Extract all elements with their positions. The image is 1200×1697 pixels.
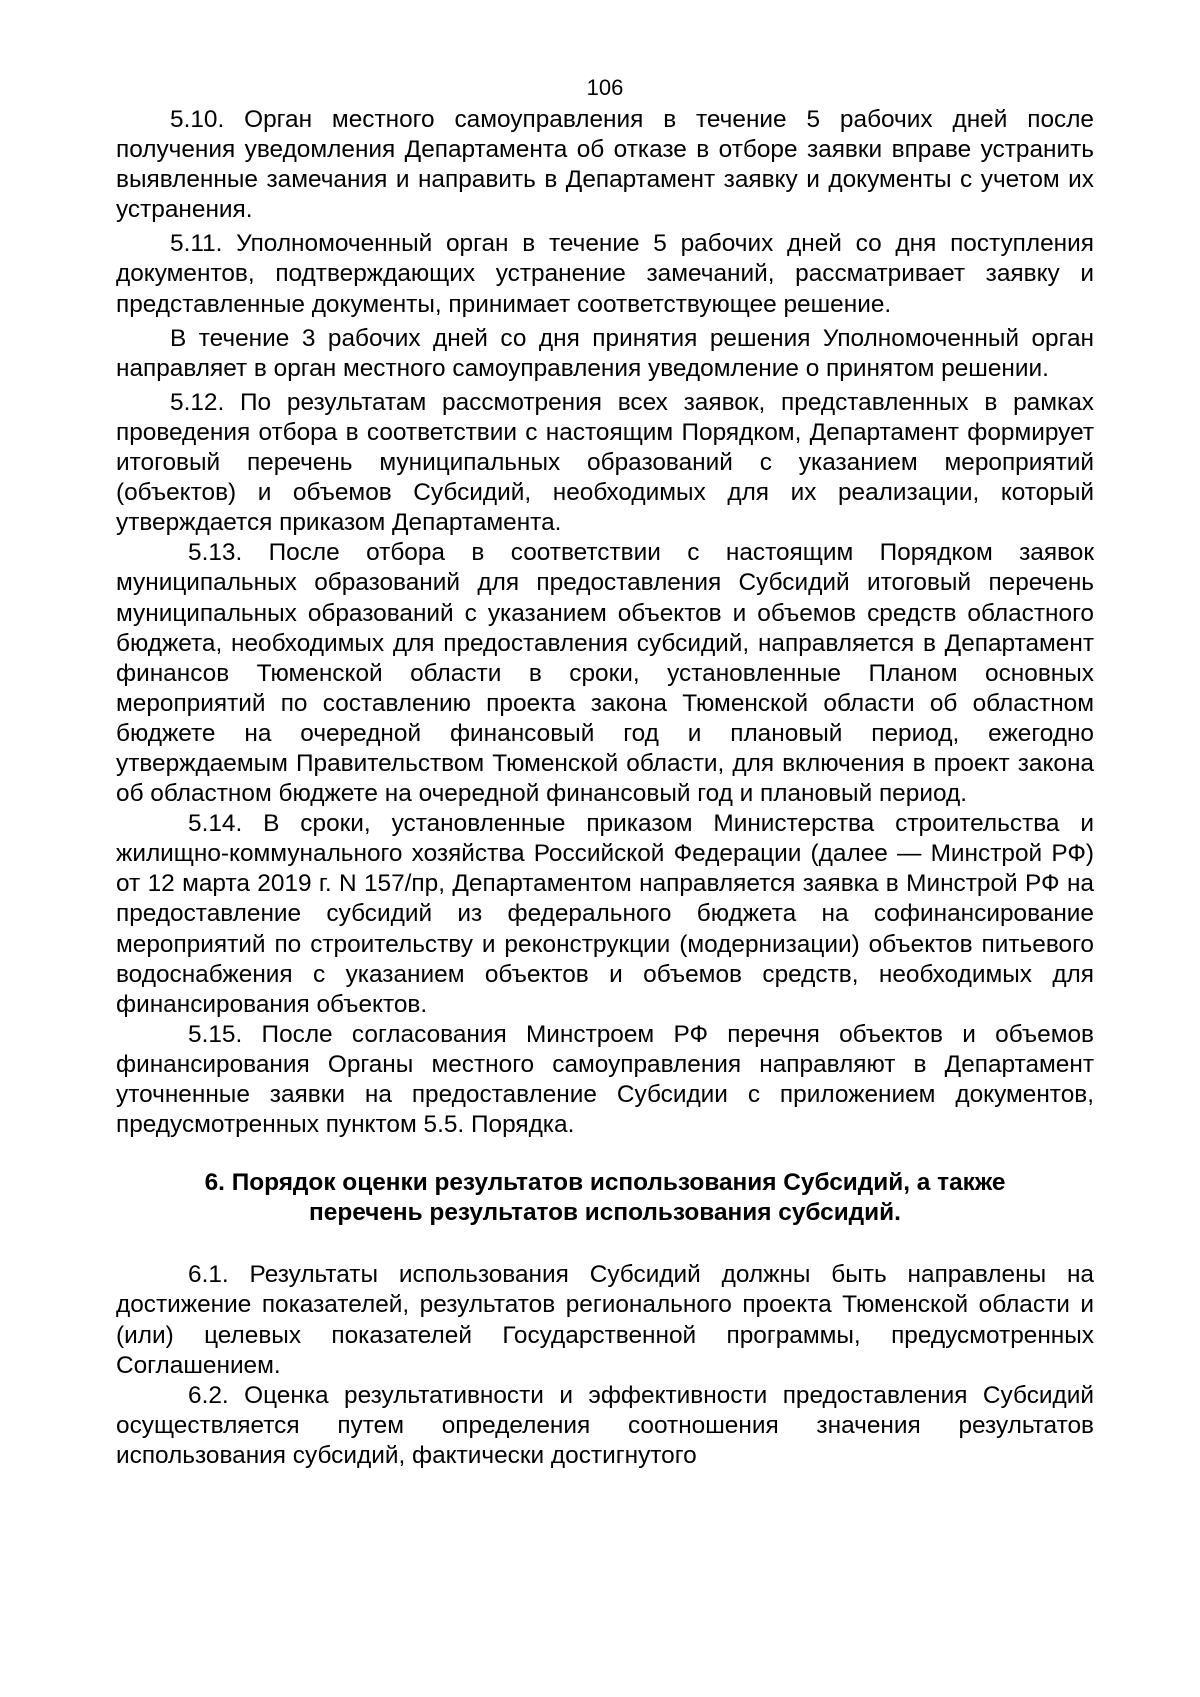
section-6-heading-line-2: перечень результатов использования субсидий. bbox=[309, 1199, 901, 1227]
paragraph-5-15: 5.15. После согласования Минстроем РФ перечня объектов и объемов финансирования Органы местного самоуправления направляют в Департамент уточненные заявки на предоставление Субсидии с приложением документов, предусмотренных пунктом 5.5. Порядка. bbox=[116, 1020, 1094, 1139]
paragraph-6-1: 6.1. Результаты использования Субсидий должны быть направлены на достижение показателей, результатов регионального проекта Тюменской области и (или) целевых показателей Государственной программы, предусмотренных Соглашением. bbox=[116, 1261, 1094, 1379]
paragraph-6-2: 6.2. Оценка результативности и эффективности предоставления Субсидий осуществляется путем определения соотношения значения результатов использования субсидий, фактически достигнутого bbox=[116, 1381, 1094, 1469]
section-6-heading bbox=[116, 1168, 1094, 1228]
paragraph-5-13: 5.13. После отбора в соответствии с настоящим Порядком заявок муниципальных образований для предоставления Субсидий итоговый перечень муниципальных образований с указанием объектов и объемов средств областного бюджета, необходимых для предоставления субсидий, направляется в Департамент финансов Тюменской области в сроки, установленные Планом основных мероприятий по составлению проекта закона Тюменской области об областном бюджете на очередной финансовый год и плановый период, ежегодно утверждаемым Правительством Тюменской области, для включения в проект закона об областном бюджете на очередной финансовый год и плановый период. bbox=[116, 539, 1094, 808]
paragraph-5-10: 5.10. Орган местного самоуправления в течение 5 рабочих дней после получения уведомления Департамента об отказе в отборе заявки вправе устранить выявленные замечания и направить в Департамент заявку и документы с учетом их устранения. bbox=[116, 106, 1094, 224]
section-6-heading-line-1: 6. Порядок оценки результатов использования Субсидий, а также bbox=[204, 1169, 1006, 1197]
page-number: 106 bbox=[586, 75, 624, 100]
paragraph-decision-notice: В течение 3 рабочих дней со дня принятия решения Уполномоченный орган направляет в орган местного самоуправления уведомление о принятом решении. bbox=[116, 324, 1094, 382]
document-page bbox=[116, 74, 1094, 1471]
paragraph-5-14: 5.14. В сроки, установленные приказом Министерства строительства и жилищно-коммунального хозяйства Российской Федерации (далее — Минстрой РФ) от 12 марта 2019 г. N 157/пр, Департаментом направляется заявка в Минстрой РФ на предоставление субсидий из федерального бюджета на софинансирование мероприятий по строительству и реконструкции (модернизации) объектов питьевого водоснабжения с указанием объектов и объемов средств, необходимых для финансирования объектов. bbox=[116, 810, 1094, 1018]
paragraph-5-12: 5.12. По результатам рассмотрения всех заявок, представленных в рамках проведения отбора в соответствии с настоящим Порядком, Департамент формирует итоговый перечень муниципальных образований с указанием мероприятий (объектов) и объемов Субсидий, необходимых для их реализации, который утверждается приказом Департамента. bbox=[116, 388, 1094, 537]
paragraph-5-11: 5.11. Уполномоченный орган в течение 5 рабочих дней со дня поступления документов, подтверждающих устранение замечаний, рассматривает заявку и представленные документы, принимает соответствующее решение. bbox=[116, 230, 1094, 318]
